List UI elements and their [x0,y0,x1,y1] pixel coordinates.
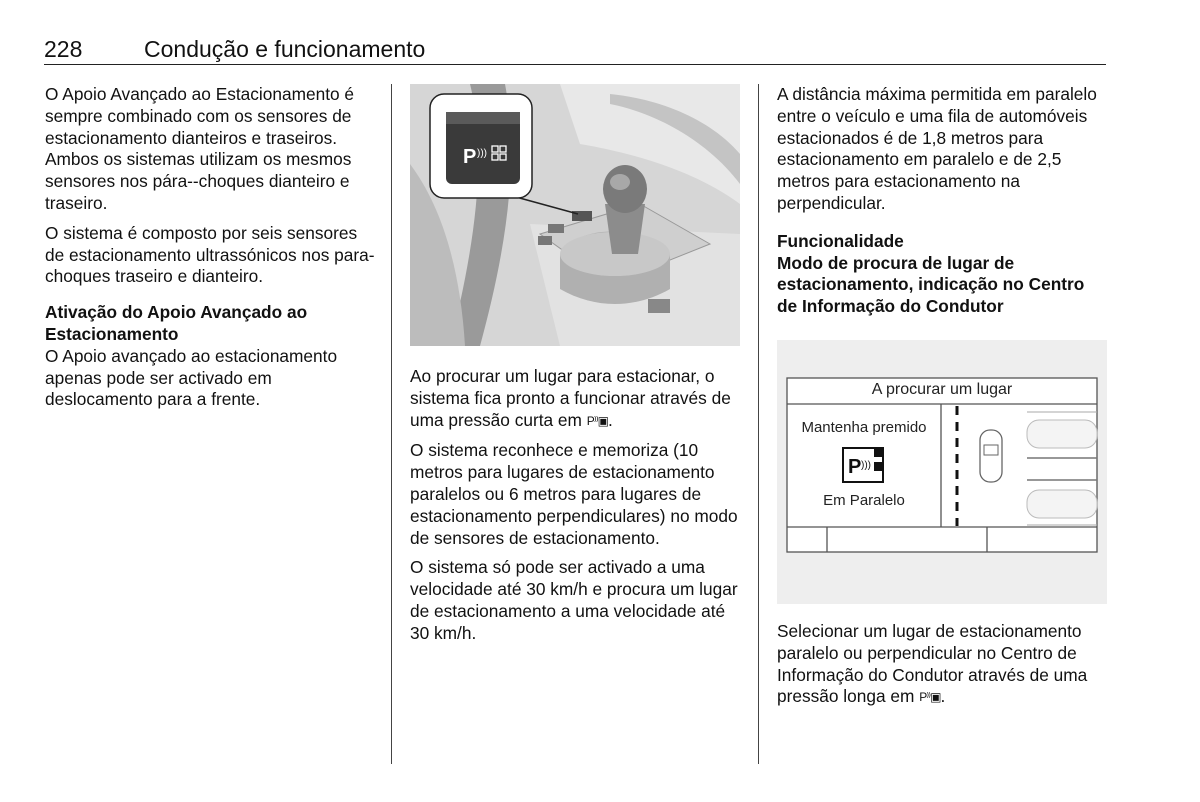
subsection-heading: Modo de procura de lugar de estacionamento, indicação no Centro de Informação do Condutor [777,252,1085,317]
hold-label: Mantenha premido [801,419,927,436]
dic-display-illustration [777,340,1107,604]
column-left [45,84,375,419]
svg-text:))): ))) [861,460,871,471]
page-title: Condução e funcionamento [144,36,426,62]
svg-text:P: P [848,456,862,478]
paragraph: Ao procurar um lugar para estacionar, o sistema fica pronto a funcionar através de uma pressão curta em P⁾⁾▣. [410,366,745,432]
paragraph: O sistema é composto por seis sensores de estacionamento ultrassónicos nos para-choques traseiro e dianteiro. [45,222,375,287]
paragraph: O Apoio avançado ao estacionamento apenas pode ser activado em deslocamento para a frente. [45,345,338,410]
svg-text:))): ))) [477,148,487,159]
column-divider [391,84,392,764]
column-divider [758,84,759,764]
park-assist-icon: P⁾⁾▣ [586,413,608,428]
mode-label: Em Paralelo [823,492,905,509]
paragraph: O sistema só pode ser activado a uma velocidade até 30 km/h e procura um lugar de estacionamento a uma velocidade até 30 km/h. [410,557,738,643]
park-assist-icon: P⁾⁾▣ [919,690,941,705]
page-number: 228 [44,36,83,62]
paragraph: O sistema reconhece e memoriza (10 metros para lugares de estacionamento paralelos ou 6 metros para lugares de estacionamento perpendiculares) no modo de sensores de estacionamento. [410,440,738,548]
paragraph: A distância máxima permitida em paralelo entre o veículo e uma fila de automóveis estacionados é de 1,8 metros para estacionamento em paralelo e de 2,5 metros para estacionamento na perpendicular. [777,84,1097,213]
column-middle [410,366,745,653]
column-right-bottom [777,621,1107,717]
page-header [44,30,1106,65]
console-illustration [410,84,740,346]
car-icon [980,430,1002,482]
display-title: A procurar um lugar [871,381,1013,398]
svg-text:P: P [463,146,477,168]
paragraph: O Apoio Avançado ao Estacionamento é sempre combinado com os sensores de estacionamento dianteiros e traseiros. Ambos os sistemas utilizam os mesmos sensores nos pára--choques dianteiro e traseiro. [45,84,355,213]
section-heading: Funcionalidade [777,230,904,251]
paragraph: Selecionar um lugar de estacionamento paralelo ou perpendicular no Centro de Informação do Condutor através de uma pressão longa em P⁾⁾▣. [777,621,1107,709]
column-right [777,84,1107,318]
section-heading: Ativação do Apoio Avançado ao Estacionamento [45,302,308,344]
